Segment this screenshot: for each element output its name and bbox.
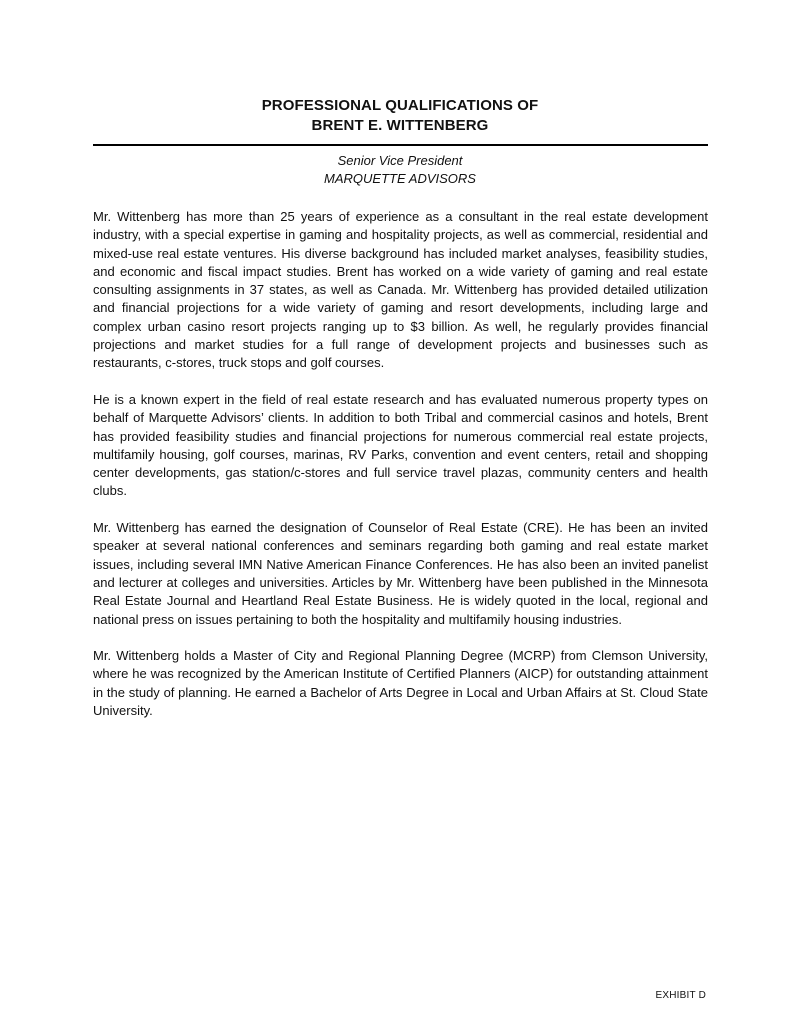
subtitle-company: MARQUETTE ADVISORS <box>324 171 476 186</box>
document-title <box>0 96 800 136</box>
title-divider <box>93 144 708 146</box>
title-line-1: PROFESSIONAL QUALIFICATIONS OF <box>261 97 539 114</box>
exhibit-label: EXHIBIT D <box>655 990 706 1001</box>
body-paragraph-expertise: He is a known expert in the field of real estate research and has evaluated numerous property types on behalf of Marquette Advisors’ clients. In addition to both Tribal and commercial casinos and hotels, Brent has provided feasibility studies and financial projections for numerous commercial real estate projects, multifamily housing, golf courses, marinas, RV Parks, convention and event centers, retail and shopping center developments, gas station/c-stores and full service travel plazas, community centers and health clubs. <box>93 391 708 499</box>
document-subtitle <box>0 152 800 188</box>
subtitle-role: Senior Vice President <box>337 153 463 168</box>
title-line-2: BRENT E. WITTENBERG <box>311 117 489 134</box>
body-paragraph-designation: Mr. Wittenberg has earned the designation of Counselor of Real Estate (CRE). He has been an invited speaker at several national conferences and seminars regarding both gaming and real estate market issues, including several IMN Native American Finance Conferences. He has also been an invited panelist and lecturer at colleges and universities. Articles by Mr. Wittenberg have been published in the Minnesota Real Estate Journal and Heartland Real Estate Business. He is widely quoted in the local, regional and national press on issues pertaining to both the hospitality and multifamily housing industries. <box>93 520 708 627</box>
document-body <box>93 208 708 739</box>
body-paragraph-education: Mr. Wittenberg holds a Master of City and Regional Planning Degree (MCRP) from Clemson University, where he was recognized by the American Institute of Certified Planners (AICP) for outstanding attainment in the study of planning. He earned a Bachelor of Arts Degree in Local and Urban Affairs at St. Cloud State University. <box>93 648 708 719</box>
body-paragraph-experience: Mr. Wittenberg has more than 25 years of experience as a consultant in the real estate development industry, with a special expertise in gaming and hospitality projects, as well as commercial, residential and mixed-use real estate ventures. His diverse background has included market analyses, feasibility studies, and economic and fiscal impact studies. Brent has worked on a wide variety of gaming and real estate consulting assignments in 37 states, as well as Canada. Mr. Wittenberg has provided detailed utilization and financial projections for a wide variety of gaming and resort developments, including large and complex urban casino resort projects ranging up to $3 billion. As well, he regularly provides financial projections and market studies for a full range of development projects and businesses such as restaurants, c-stores, truck stops and golf courses. <box>93 209 708 371</box>
